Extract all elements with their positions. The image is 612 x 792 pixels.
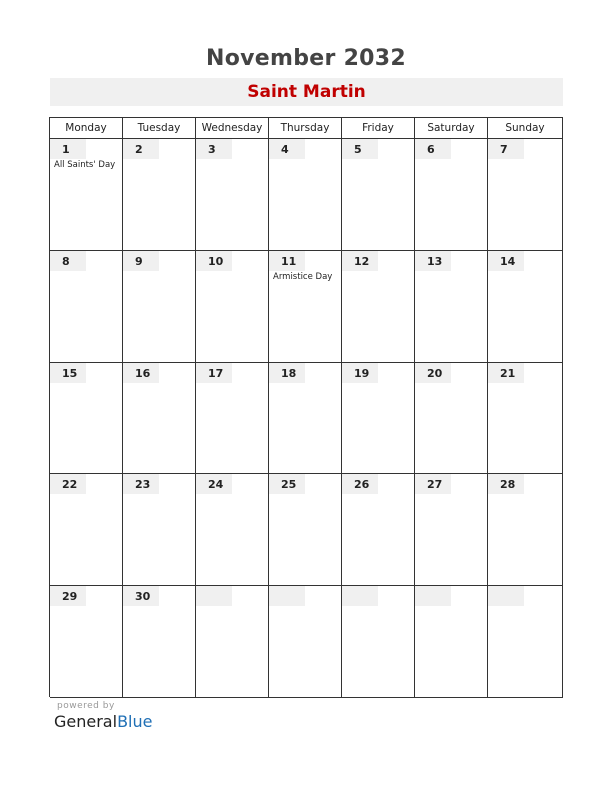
day-cell[interactable] [269, 138, 342, 251]
weekday-header-wednesday: Wednesday [196, 118, 269, 139]
day-number: 3 [196, 139, 232, 159]
day-number: 17 [196, 363, 232, 383]
region-name: Saint Martin [247, 82, 366, 102]
day-cell[interactable] [415, 473, 488, 586]
day-number [269, 586, 305, 606]
day-cell[interactable] [415, 250, 488, 363]
day-number: 21 [488, 363, 524, 383]
day-number [415, 586, 451, 606]
day-cell[interactable] [50, 585, 123, 698]
day-number: 6 [415, 139, 451, 159]
page-title: November 2032 [205, 46, 407, 71]
day-cell[interactable] [123, 585, 196, 698]
day-number: 29 [50, 586, 86, 606]
day-number: 19 [342, 363, 378, 383]
day-number [488, 586, 524, 606]
day-number: 24 [196, 474, 232, 494]
day-cell[interactable] [123, 250, 196, 363]
day-cell[interactable] [196, 362, 269, 475]
region-bar [50, 78, 563, 106]
day-number: 12 [342, 251, 378, 271]
day-number [196, 586, 232, 606]
day-number: 10 [196, 251, 232, 271]
day-number: 9 [123, 251, 159, 271]
day-cell[interactable] [488, 250, 563, 363]
weekday-header-sunday: Sunday [488, 118, 563, 139]
day-number: 26 [342, 474, 378, 494]
day-number: 5 [342, 139, 378, 159]
weekday-header-thursday: Thursday [269, 118, 342, 139]
day-cell[interactable] [488, 473, 563, 586]
day-cell[interactable] [269, 362, 342, 475]
day-number: 16 [123, 363, 159, 383]
day-number: 7 [488, 139, 524, 159]
day-cell[interactable] [342, 138, 415, 251]
day-cell[interactable] [196, 473, 269, 586]
day-cell[interactable] [50, 362, 123, 475]
day-number: 13 [415, 251, 451, 271]
day-cell[interactable] [342, 250, 415, 363]
day-cell[interactable] [196, 250, 269, 363]
day-number: 20 [415, 363, 451, 383]
day-number: 15 [50, 363, 86, 383]
day-cell[interactable] [488, 138, 563, 251]
day-cell[interactable] [415, 138, 488, 251]
holiday-label: All Saints' Day [54, 160, 116, 170]
powered-by-label: powered by [57, 701, 115, 711]
day-cell[interactable] [123, 362, 196, 475]
day-number: 25 [269, 474, 305, 494]
day-number: 18 [269, 363, 305, 383]
day-cell[interactable] [488, 362, 563, 475]
day-number: 30 [123, 586, 159, 606]
day-number: 2 [123, 139, 159, 159]
day-number: 22 [50, 474, 86, 494]
weekday-header-monday: Monday [50, 118, 123, 139]
empty-day-cell [488, 585, 563, 698]
day-cell[interactable] [269, 473, 342, 586]
day-number: 23 [123, 474, 159, 494]
brand-general: General [54, 712, 118, 731]
weekday-header-friday: Friday [342, 118, 415, 139]
day-number: 14 [488, 251, 524, 271]
day-number: 28 [488, 474, 524, 494]
day-cell[interactable] [269, 250, 342, 363]
day-cell[interactable] [342, 473, 415, 586]
brand-logo[interactable] [54, 712, 152, 731]
day-cell[interactable] [50, 250, 123, 363]
empty-day-cell [196, 585, 269, 698]
day-number: 11 [269, 251, 305, 271]
weekday-header-tuesday: Tuesday [123, 118, 196, 139]
day-cell[interactable] [342, 362, 415, 475]
weekday-header-saturday: Saturday [415, 118, 488, 139]
calendar-grid [49, 117, 563, 697]
empty-day-cell [269, 585, 342, 698]
empty-day-cell [415, 585, 488, 698]
day-cell[interactable] [415, 362, 488, 475]
day-number: 8 [50, 251, 86, 271]
day-number [342, 586, 378, 606]
day-number: 27 [415, 474, 451, 494]
day-cell[interactable] [196, 138, 269, 251]
day-cell[interactable] [123, 138, 196, 251]
day-cell[interactable] [123, 473, 196, 586]
day-cell[interactable] [50, 138, 123, 251]
day-number: 4 [269, 139, 305, 159]
empty-day-cell [342, 585, 415, 698]
brand-blue: Blue [117, 712, 153, 731]
day-cell[interactable] [50, 473, 123, 586]
holiday-label: Armistice Day [273, 271, 333, 282]
day-number: 1 [50, 139, 86, 159]
